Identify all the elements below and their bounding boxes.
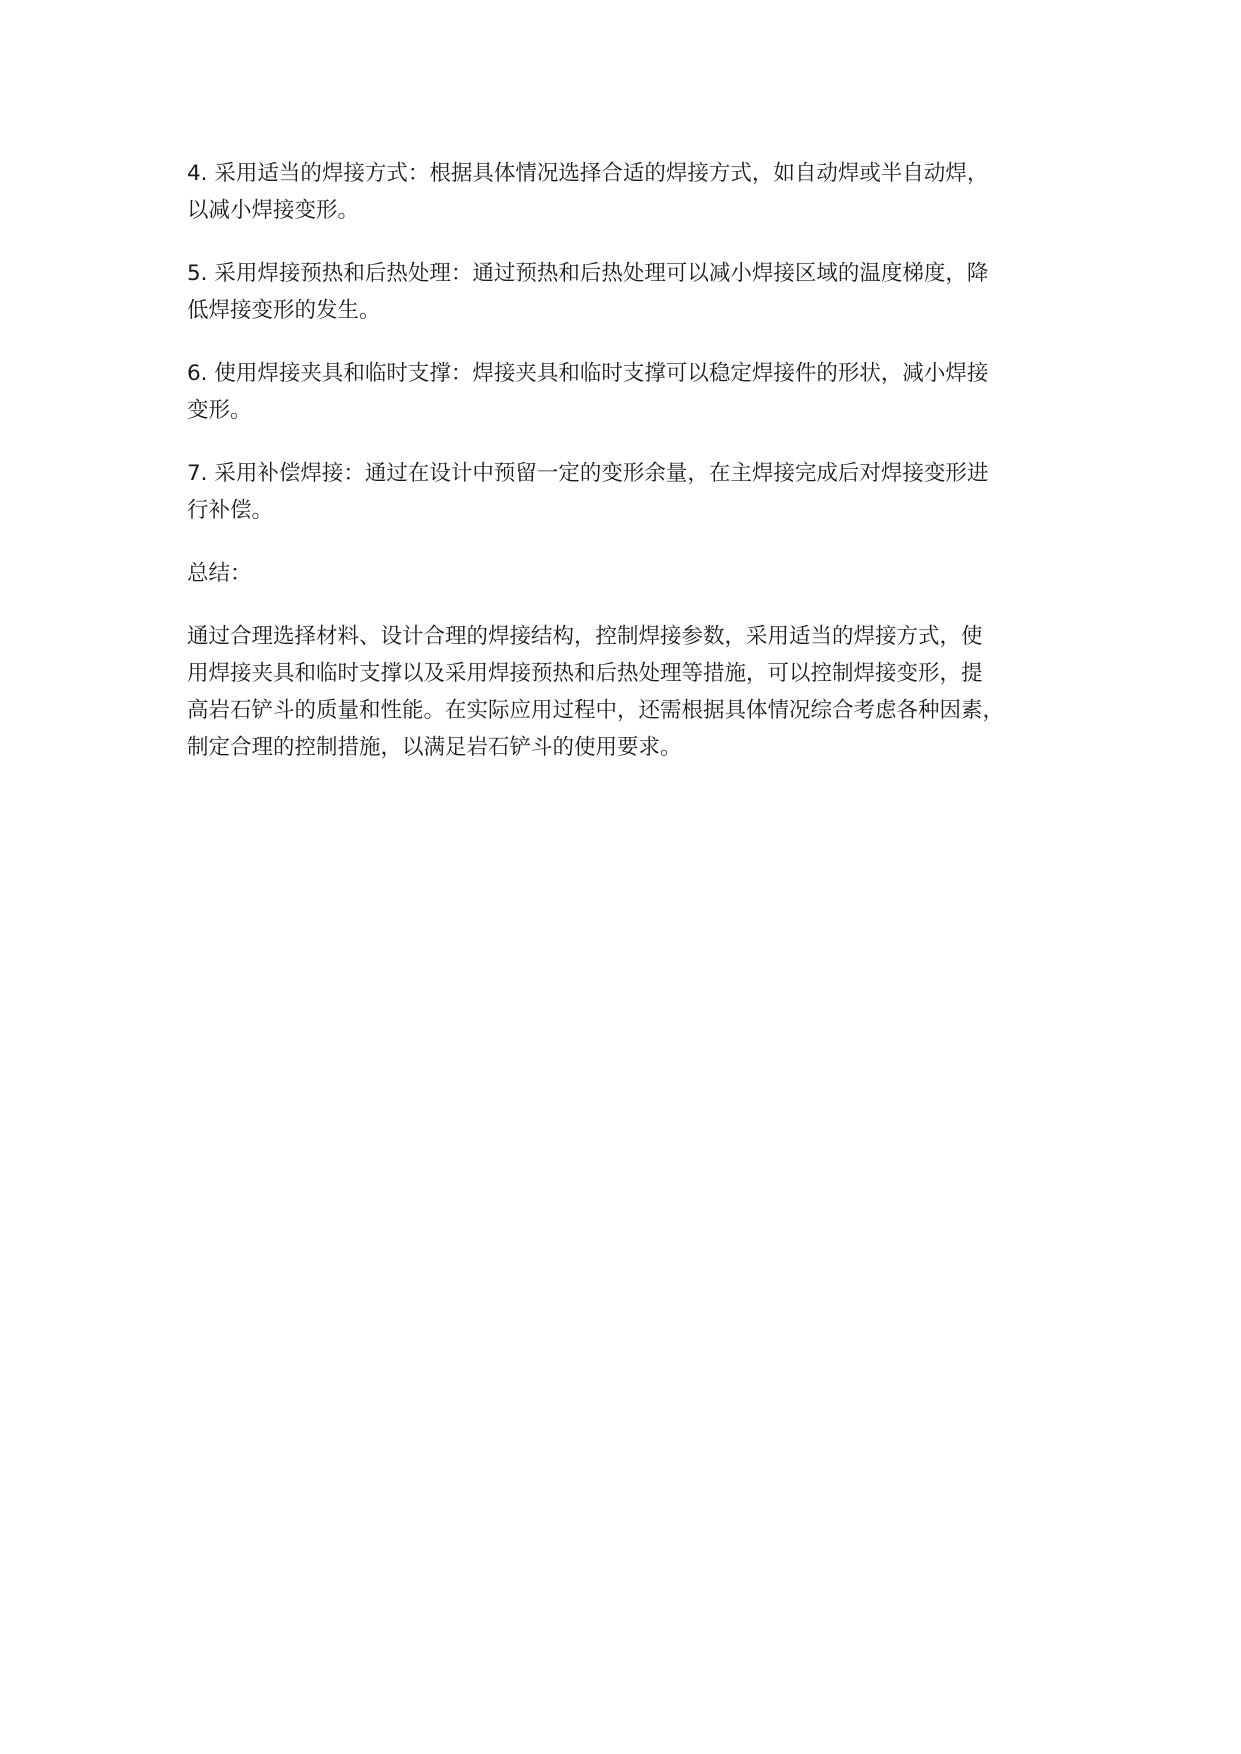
paragraph-method-5: 5. 采用焊接预热和后热处理：通过预热和后热处理可以减小焊接区域的温度梯度，降 低焊接变形的发生。	[187, 261, 989, 323]
paragraph-method-4: 4. 采用适当的焊接方式：根据具体情况选择合适的焊接方式，如自动焊或半自动焊， 以减小焊接变形。	[187, 161, 989, 223]
summary-paragraph: 通过合理选择材料、设计合理的焊接结构，控制焊接参数，采用适当的焊接方式，使 用焊接夹具和临时支撑以及采用焊接预热和后热处理等措施，可以控制焊接变形，提 高岩石铲斗的质量和性能。在实际应用过程中，还需根据具体情况综合考虑各种因素， 制定合理的控制措施，以满足岩石铲斗的使用要求。	[187, 624, 1005, 760]
summary-heading: 总结：	[187, 561, 252, 586]
paragraph-method-6: 6. 使用焊接夹具和临时支撑：焊接夹具和临时支撑可以稳定焊接件的形状，减小焊接 变形。	[187, 361, 989, 423]
paragraph-method-7: 7. 采用补偿焊接：通过在设计中预留一定的变形余量，在主焊接完成后对焊接变形进 行补偿。	[187, 461, 989, 523]
document-body	[187, 155, 1087, 766]
